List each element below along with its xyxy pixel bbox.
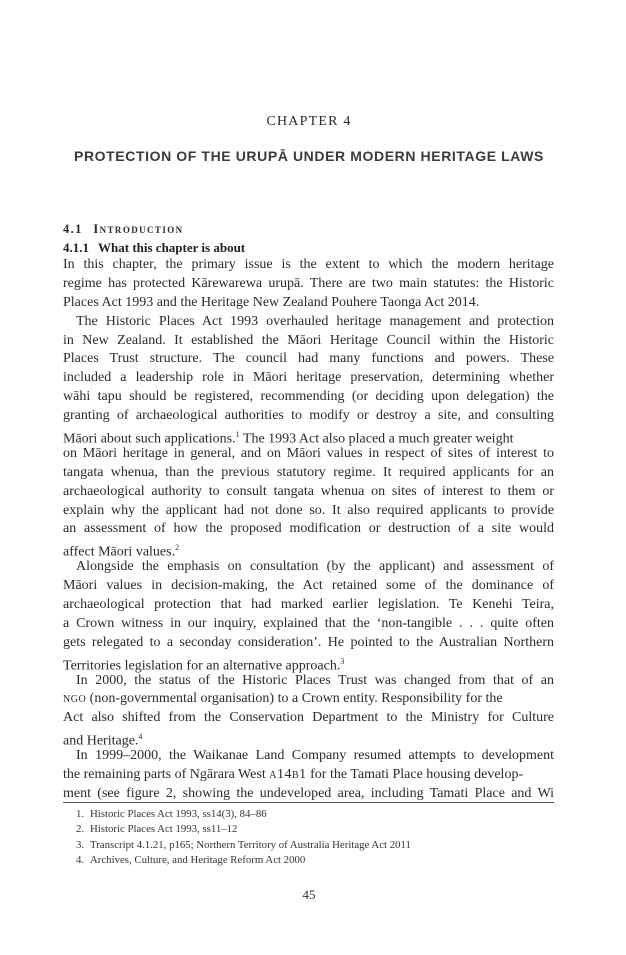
text-line: tangata whenua, than the previous statutory regime. It required applicants for an — [63, 464, 554, 480]
chapter-title: PROTECTION OF THE URUPĀ UNDER MODERN HERITAGE LAWS — [74, 148, 544, 164]
text-line: archaeological protection that had marked earlier legislation. Te Kenehi Teira, — [63, 597, 554, 613]
text-line: In 1999–2000, the Waikanae Land Company resumed attempts to development — [76, 748, 554, 764]
footnote — [76, 853, 554, 868]
text-segment: The 1993 Act also placed a much greater weight — [239, 431, 514, 447]
subsection-title: What this chapter is about — [98, 240, 246, 255]
text-line: archaeological authority to consult tangata whenua on sites of interest to them or — [63, 483, 554, 499]
page-number: 45 — [302, 887, 316, 902]
text-segment: a14b1 — [269, 767, 307, 783]
text-line: granting of archaeological authorities to modify or destroy a site, and consulting — [63, 408, 554, 424]
footnote-number: 1. — [76, 808, 85, 820]
text-line: In 2000, the status of the Historic Places Trust was changed from that of an — [76, 672, 554, 688]
text-line — [63, 653, 554, 672]
text-line: explain why the applicant had not done so. It also required applicants to provide — [63, 502, 554, 518]
footnote — [76, 838, 554, 853]
text-segment: Māori about such applications. — [63, 431, 236, 447]
text-line — [63, 426, 554, 445]
text-line: Places Trust structure. The council had many functions and powers. These — [63, 351, 554, 367]
footnotes — [76, 807, 554, 868]
footnote-ref: 1 — [235, 430, 240, 440]
section-number: 4.1 — [63, 222, 83, 236]
text-line: in New Zealand. It established the Māori Heritage Council within the Historic — [63, 332, 554, 348]
chapter-label: CHAPTER 4 — [266, 114, 352, 129]
subsection-heading — [63, 240, 245, 256]
text-line: a Crown witness in our inquiry, explained that the ‘non-tangible . . . quite often — [63, 615, 554, 631]
text-segment: and Heritage. — [63, 733, 139, 749]
text-line: Māori values in decision-making, the Act retained some of the dominance of — [63, 578, 554, 594]
footnote-text: Transcript 4.1.21, p165; Northern Territory of Australia Heritage Act 2011 — [90, 838, 411, 851]
text-line: ment (see figure 2, showing the undeveloped area, including Tamati Place and Wi — [63, 785, 554, 801]
footnote-ref: 4 — [138, 732, 143, 742]
subsection-number: 4.1.1 — [63, 240, 89, 255]
body-text — [63, 256, 554, 804]
text-line: Act also shifted from the Conservation Department to the Ministry for Culture — [63, 710, 554, 726]
footnote — [76, 807, 554, 822]
footnote-text: Historic Places Act 1993, ss14(3), 84–86 — [90, 808, 267, 820]
footnote-divider — [63, 802, 554, 803]
text-line — [63, 690, 554, 709]
text-line: regime has protected Kārewarewa urupā. There are two main statutes: the Historic — [63, 275, 554, 291]
section-title: Introduction — [93, 222, 184, 236]
text-segment: Territories legislation for an alternative approach. — [63, 658, 341, 674]
text-line — [63, 539, 554, 561]
text-line: wāhi tapu should be registered, recommending (or deciding upon delegation) the — [63, 389, 554, 405]
text-line: an assessment of how the proposed modification or destruction of a site would — [63, 521, 554, 537]
text-line: on Māori heritage in general, and on Māori values in respect of sites of interest to — [63, 445, 554, 461]
text-line — [63, 766, 554, 785]
footnote-ref: 2 — [175, 543, 180, 553]
footnote-text: Historic Places Act 1993, ss11–12 — [90, 823, 238, 836]
text-line: In this chapter, the primary issue is the extent to which the modern heritage — [63, 257, 554, 272]
footnote — [76, 822, 554, 837]
footnote-number: 3. — [76, 838, 85, 851]
section-heading — [63, 222, 184, 237]
footnote-number: 4. — [76, 853, 85, 866]
footnote-ref: 3 — [340, 656, 345, 666]
text-segment: (non-governmental organisation) to a Crown entity. Responsibility for the — [86, 691, 503, 707]
text-line: Places Act 1993 and the Heritage New Zealand Pouhere Taonga Act 2014. — [63, 294, 480, 310]
text-line: included a leadership role in Māori heritage preservation, determining whether — [63, 370, 554, 386]
text-line: The Historic Places Act 1993 overhauled heritage management and protection — [76, 313, 554, 329]
text-segment: ngo — [63, 691, 87, 707]
footnote-text: Archives, Culture, and Heritage Reform Act 2000 — [90, 853, 306, 866]
text-line: Alongside the emphasis on consultation (by the applicant) and assessment of — [76, 559, 554, 575]
footnote-number: 2. — [76, 823, 85, 836]
text-segment: affect Māori values. — [63, 545, 176, 561]
text-segment: for the Tamati Place housing develop- — [306, 767, 524, 783]
text-line: gets relegated to a seconday consideration’. He pointed to the Australian Northern — [63, 634, 554, 650]
text-line — [63, 728, 554, 747]
text-segment: the remaining parts of Ngārara West — [63, 767, 270, 783]
